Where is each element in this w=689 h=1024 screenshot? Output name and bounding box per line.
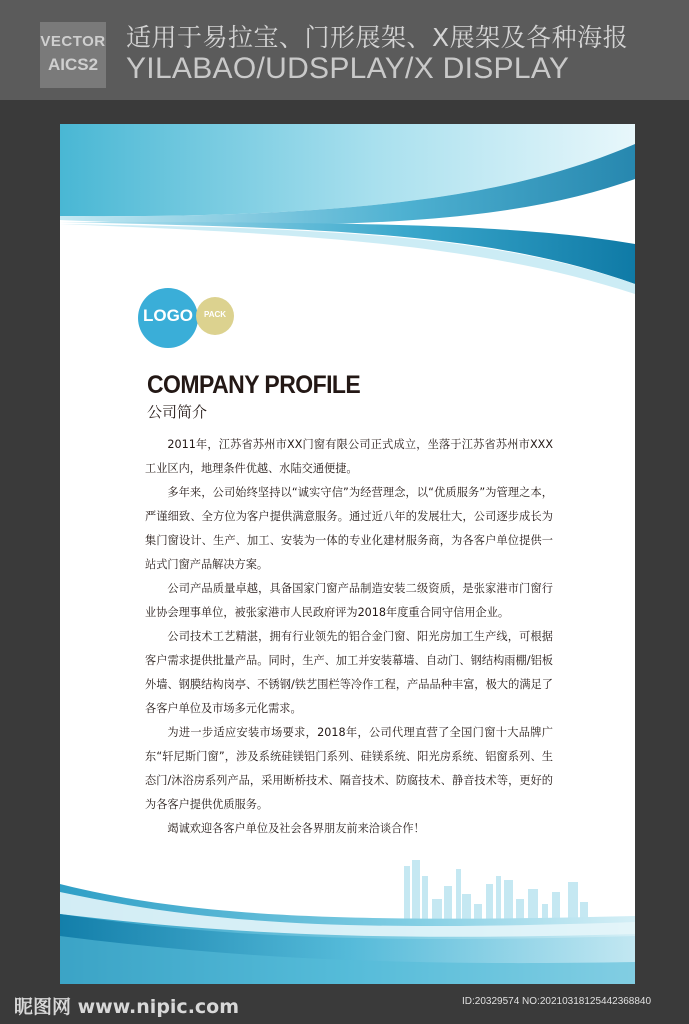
- paragraph-4: 公司技术工艺精湛，拥有行业领先的铝合金门窗、阳光房加工生产线，可根据客户需求提供批量产品。同时，生产、加工并安装幕墙、自动门、钢结构雨棚/铝板外墙、钢膜结构岗亭、不锈钢/铁艺围栏等冷作工程，产品品种丰富，极大的满足了各客户单位及市场多元化需求。: [145, 630, 553, 715]
- badge-line1: VECTOR: [40, 33, 106, 50]
- poster: [60, 124, 635, 984]
- paragraph-2: 多年来，公司始终坚持以“诚实守信”为经营理念，以“优质服务”为管理之本，严谨细致、全方位为客户提供满意服务。通过近八年的发展壮大，公司逐步成长为集门窗设计、生产、加工、安装为一体的专业化建材服务商，为各客户单位提供一站式门窗产品解决方案。: [145, 486, 553, 571]
- pack-text: PACK: [203, 310, 227, 319]
- watermark-site: 昵图网 www.nipic.com: [14, 996, 240, 1018]
- banner-title-cn: 适用于易拉宝、门形展架、X展架及各种海报: [126, 23, 629, 52]
- company-profile-subtitle: 公司简介: [147, 403, 208, 421]
- company-profile-title: COMPANY PROFILE: [147, 371, 361, 399]
- banner-title-en: YILABAO/UDSPLAY/X DISPLAY: [126, 52, 570, 85]
- top-banner: [0, 0, 689, 100]
- watermark-id: ID:20329574 NO:20210318125442368840: [462, 996, 652, 1007]
- logo-circle: [138, 288, 198, 348]
- paragraph-6: 竭诚欢迎各客户单位及社会各界朋友前来洽谈合作！: [167, 822, 425, 835]
- vector-badge: [40, 22, 106, 88]
- pack-circle: [196, 297, 234, 335]
- profile-body: [145, 433, 553, 841]
- logo-text: LOGO: [142, 306, 194, 325]
- paragraph-5: 为进一步适应安装市场要求，2018年，公司代理直营了全国门窗十大品牌广东“轩尼斯门窗”，涉及系统硅镁铝门系列、硅镁系统、阳光房系统、铝窗系列、生态门/沐浴房系列产品，采用断桥技术、隔音技术、防腐技术、静音技术等，更好的为各客户提供优质服务。: [145, 726, 553, 811]
- badge-line2: AICS2: [47, 55, 99, 74]
- paragraph-3: 公司产品质量卓越，具备国家门窗产品制造安装二级资质，是张家港市门窗行业协会理事单位，被张家港市人民政府评为2018年度重合同守信用企业。: [145, 582, 553, 619]
- paragraph-1: 2011年，江苏省苏州市XX门窗有限公司正式成立，坐落于江苏省苏州市XXX工业区内，地理条件优越、水陆交通便捷。: [145, 438, 553, 475]
